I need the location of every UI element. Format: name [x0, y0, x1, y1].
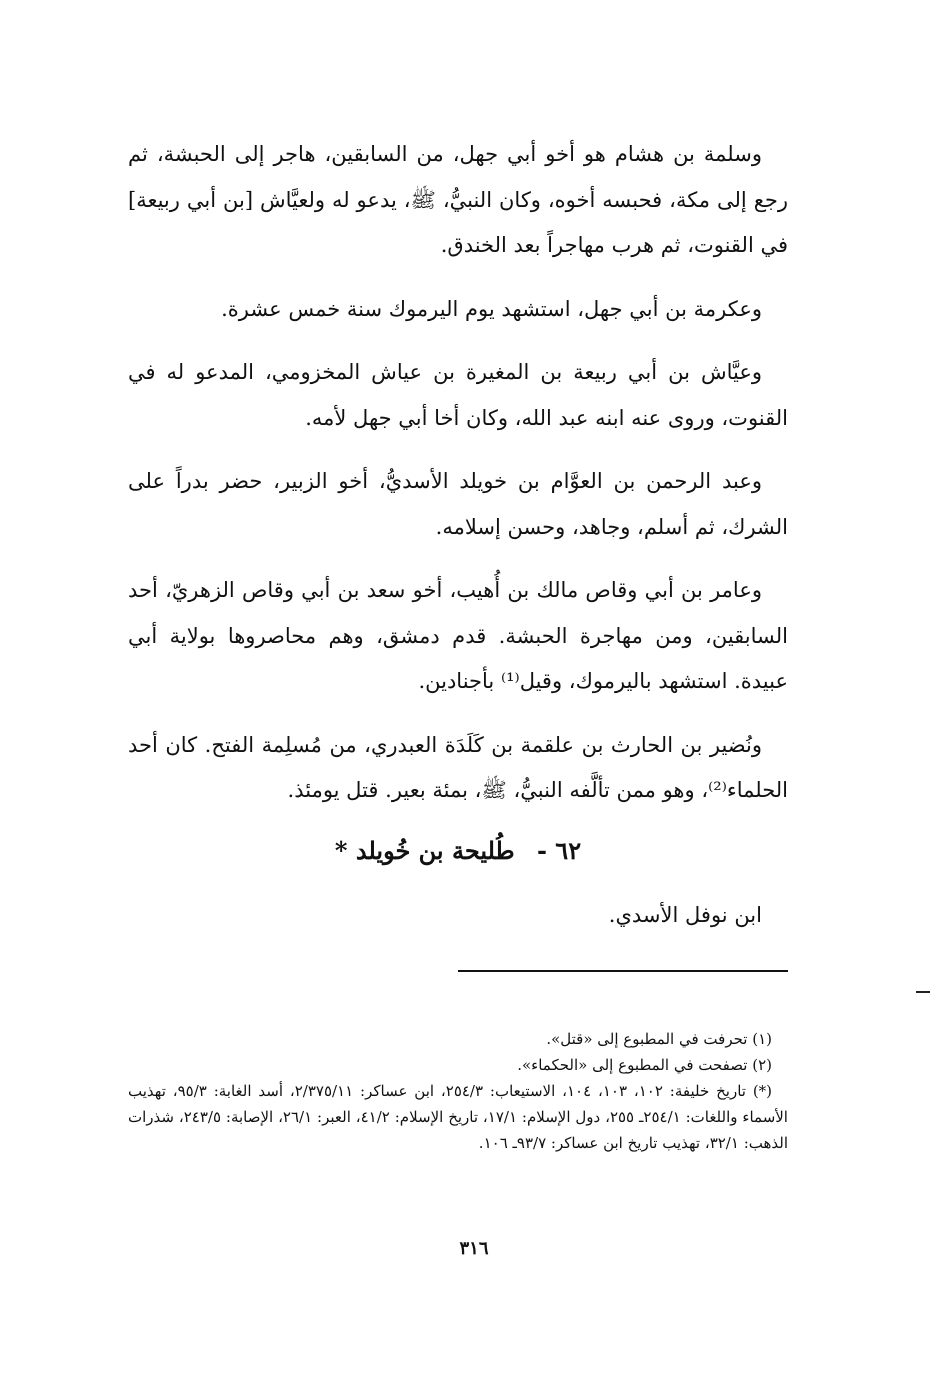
paragraph-abdulrahman: وعبد الرحمن بن العوَّام بن خويلد الأسديُّ، أخو الزبير، حضر بدراً على الشرك، ثم أسلم، وجاهد، وحسن إسلامه. — [128, 469, 788, 539]
paragraph-ayyash: وعيَّاش بن أبي ربيعة بن المغيرة بن عياش المخزومي، المدعو له في القنوت، وروى عنه ابنه عبد الله، وكان أخا أبي جهل لأمه. — [128, 360, 788, 430]
footnote-sources: (*) تاريخ خليفة: ١٠٢، ١٠٣، ١٠٤، الاستيعاب: ٢٥٤/٣، ابن عساكر: ٢/٣٧٥/١١، أسد الغابة: ٩٥/٣، تهذيب الأسماء واللغات: ٢٥٤/١ـ ٢٥٥، دول الإسلام: ١٧/١، تاريخ الإسلام: ٤١/٢، العبر: ٢٦/١، الإصابة: ٢٤٣/٥، شذرات الذهب: ٣٢/١، تهذيب تاريخ ابن عساكر: ٩٣/٧ـ ١٠٦. — [128, 1082, 788, 1152]
paragraph-nudair: ونُضير بن الحارث بن علقمة بن كَلَدَة العبدري، من مُسلِمة الفتح. كان أحد الحلماء⁽²⁾، وهو ممن تألَّفه النبيُّ، ﷺ، بمئة بعير. قتل يومئذ. — [128, 732, 788, 802]
paragraph-ikrima: وعكرمة بن أبي جهل، استشهد يوم اليرموك سنة خمس عشرة. — [221, 296, 762, 321]
main-text — [128, 132, 788, 957]
paragraph-salama: وسلمة بن هشام هو أخو أبي جهل، من السابقين، هاجر إلى الحبشة، ثم رجع إلى مكة، فحبسه أخوه، وكان النبيُّ، ﷺ، يدعو له ولعيَّاش [بن أبي ربيعة] في القنوت، ثم هرب مهاجراً بعد الخندق. — [128, 142, 788, 257]
entry-heading — [128, 828, 788, 874]
footnote-2: (٢) تصفحت في المطبوع إلى «الحكماء». — [517, 1056, 772, 1074]
entry-mark: * — [334, 835, 348, 865]
entry-subtitle: ابن نوفل الأسدي. — [608, 903, 762, 927]
entry-title: طُليحة بن خُويلد — [355, 835, 515, 865]
footnote-divider — [458, 970, 788, 972]
entry-number: ٦٢ - — [536, 835, 582, 865]
margin-mark — [916, 991, 930, 993]
page-number: ٣١٦ — [459, 1238, 489, 1259]
footnote-1: (١) تحرفت في المطبوع إلى «قتل». — [546, 1030, 772, 1048]
footnotes — [128, 1026, 788, 1156]
paragraph-amir: وعامر بن أبي وقاص مالك بن أُهيب، أخو سعد بن أبي وقاص الزهريّ، أحد السابقين، ومن مهاجرة الحبشة. قدم دمشق، وهم محاصروها بولاية أبي عبيدة. استشهد باليرموك، وقيل⁽¹⁾ بأجنادين. — [128, 578, 788, 693]
